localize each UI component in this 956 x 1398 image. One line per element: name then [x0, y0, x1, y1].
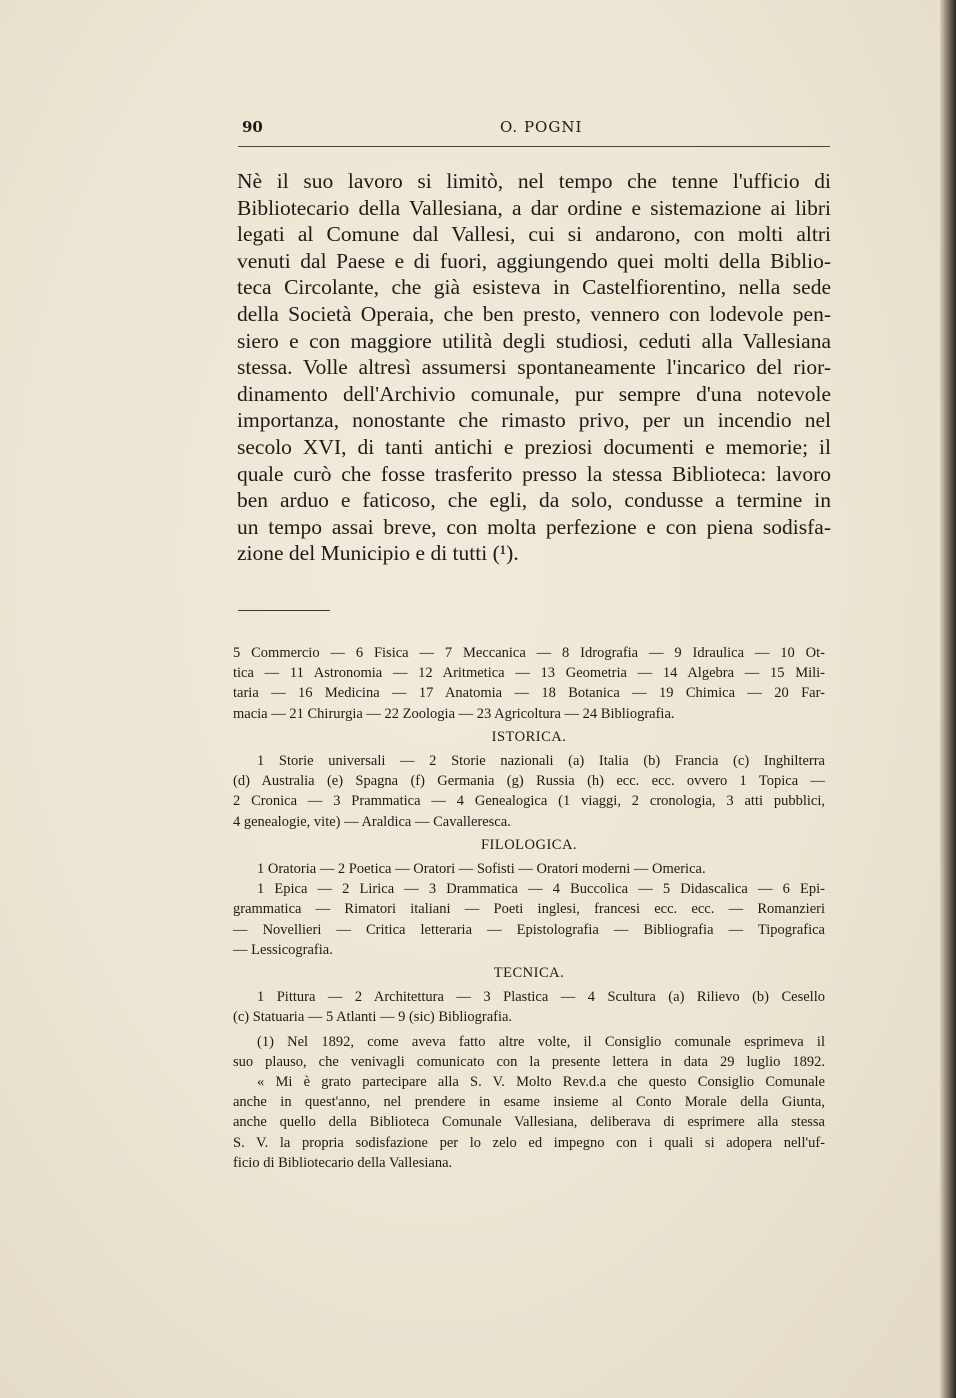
page-number: 90: [242, 118, 263, 136]
note-line: 1 Oratoria — 2 Poetica — Oratori — Sofisti — Oratori moderni — Omerica.: [257, 861, 706, 878]
filologica-list: [233, 859, 825, 960]
text-line: un tempo assai breve, con molta perfezione e con piena sodisfa-: [237, 514, 831, 539]
filologica-heading: FILOLOGICA.: [480, 836, 578, 853]
text-line: stessa. Volle altresì assumersi spontaneamente l'incarico del rior-: [237, 355, 831, 380]
note-line: 1 Storie universali — 2 Storie nazionali (a) Italia (b) Francia (c) Inghilterra: [257, 753, 825, 770]
footnote-line: S. V. la propria sodisfazione per lo zelo ed impegno con i quali si adopera nell'uf-: [233, 1134, 825, 1151]
footnotes: [233, 643, 825, 1173]
page-edge-shadow: [940, 0, 956, 1398]
istorica-heading: ISTORICA.: [491, 728, 567, 745]
note-line: (c) Statuaria — 5 Atlanti — 9 (sic) Bibliografia.: [233, 1009, 513, 1026]
note-line: (d) Australia (e) Spagna (f) Germania (g) Russia (h) ecc. ecc. ovvero 1 Topica —: [233, 773, 825, 790]
note-line: 4 genealogie, vite) — Araldica — Cavalleresca.: [233, 813, 511, 830]
note-line: — Novellieri — Critica letteraria — Epistolografia — Bibliografia — Tipografica: [233, 921, 825, 938]
tecnica-heading: TECNICA.: [493, 965, 565, 982]
footnote-line: anche quello della Biblioteca Comunale Vallesiana, deliberava di esprimere alla stessa: [233, 1114, 825, 1131]
main-paragraph: [237, 168, 831, 567]
footnote-line: suo plauso, che venivagli comunicato con la presente lettera in data 29 luglio 1892.: [233, 1053, 825, 1070]
text-line: della Società Operaia, che ben presto, vennero con lodevole pen-: [237, 301, 831, 326]
running-title: O. POGNI: [500, 118, 583, 136]
note-line: 1 Pittura — 2 Architettura — 3 Plastica — 4 Scultura (a) Rilievo (b) Cesello: [257, 989, 825, 1006]
text-line: quale curò che fosse trasferito presso la stessa Biblioteca: lavoro: [237, 461, 831, 486]
text-line: teca Circolante, che già esisteva in Castelfiorentino, nella sede: [237, 275, 831, 300]
text-line: secolo XVI, di tanti antichi e preziosi documenti e memorie; il: [237, 434, 831, 459]
text-line: Nè il suo lavoro si limitò, nel tempo che tenne l'ufficio di: [237, 169, 831, 193]
istorica-list: [233, 751, 825, 832]
text-line: legati al Comune dal Vallesi, cui si andarono, con molti altri: [237, 222, 831, 247]
text-line: Bibliotecario della Vallesiana, a dar ordine e sistemazione ai libri: [237, 195, 831, 220]
note-line: 1 Epica — 2 Lirica — 3 Drammatica — 4 Buccolica — 5 Didascalica — 6 Epi-: [257, 881, 825, 898]
note-line: tica — 11 Astronomia — 12 Aritmetica — 13 Geometria — 14 Algebra — 15 Mili-: [233, 665, 825, 682]
text-line: zione del Municipio e di tutti (¹).: [237, 541, 519, 566]
note-line: 5 Commercio — 6 Fisica — 7 Meccanica — 8 Idrografia — 9 Idraulica — 10 Ot-: [233, 645, 825, 661]
footnote-1: [233, 1032, 825, 1173]
footnote-line: ficio di Bibliotecario della Vallesiana.: [233, 1154, 453, 1171]
note-line: grammatica — Rimatori italiani — Poeti inglesi, francesi ecc. ecc. — Romanzieri: [233, 901, 825, 918]
running-header: [238, 118, 830, 140]
footnote-separator: [238, 610, 330, 611]
tecnica-list: [233, 987, 825, 1027]
footnote-line: anche in quest'anno, nel prendere in esame insieme al Conto Morale della Giunta,: [233, 1094, 825, 1111]
text-line: importanza, nonostante che rimasto privo, per un incendio nel: [237, 408, 831, 433]
text-line: ben arduo e faticoso, che egli, da solo, condusse a termine in: [237, 488, 831, 513]
text-line: siero e con maggiore utilità degli studiosi, ceduti alla Vallesiana: [237, 328, 831, 353]
note-line: macia — 21 Chirurgia — 22 Zoologia — 23 Agricoltura — 24 Bibliografia.: [233, 705, 675, 722]
text-line: venuti dal Paese e di fuori, aggiungendo quei molti della Biblio-: [237, 248, 831, 273]
text-line: dinamento dell'Archivio comunale, pur sempre d'una notevole: [237, 381, 831, 406]
note-line: — Lessicografia.: [233, 941, 333, 958]
header-rule: [238, 146, 830, 147]
note-line: 2 Cronica — 3 Prammatica — 4 Genealogica (1 viaggi, 2 cronologia, 3 atti pubblici,: [233, 793, 825, 810]
footnote-line: (1) Nel 1892, come aveva fatto altre volte, il Consiglio comunale esprimeva il: [257, 1033, 825, 1050]
footnote-line: « Mi è grato partecipare alla S. V. Molto Rev.d.a che questo Consiglio Comunale: [257, 1074, 825, 1091]
scientifica-list: [233, 643, 825, 724]
note-line: taria — 16 Medicina — 17 Anatomia — 18 Botanica — 19 Chimica — 20 Far-: [233, 685, 825, 702]
